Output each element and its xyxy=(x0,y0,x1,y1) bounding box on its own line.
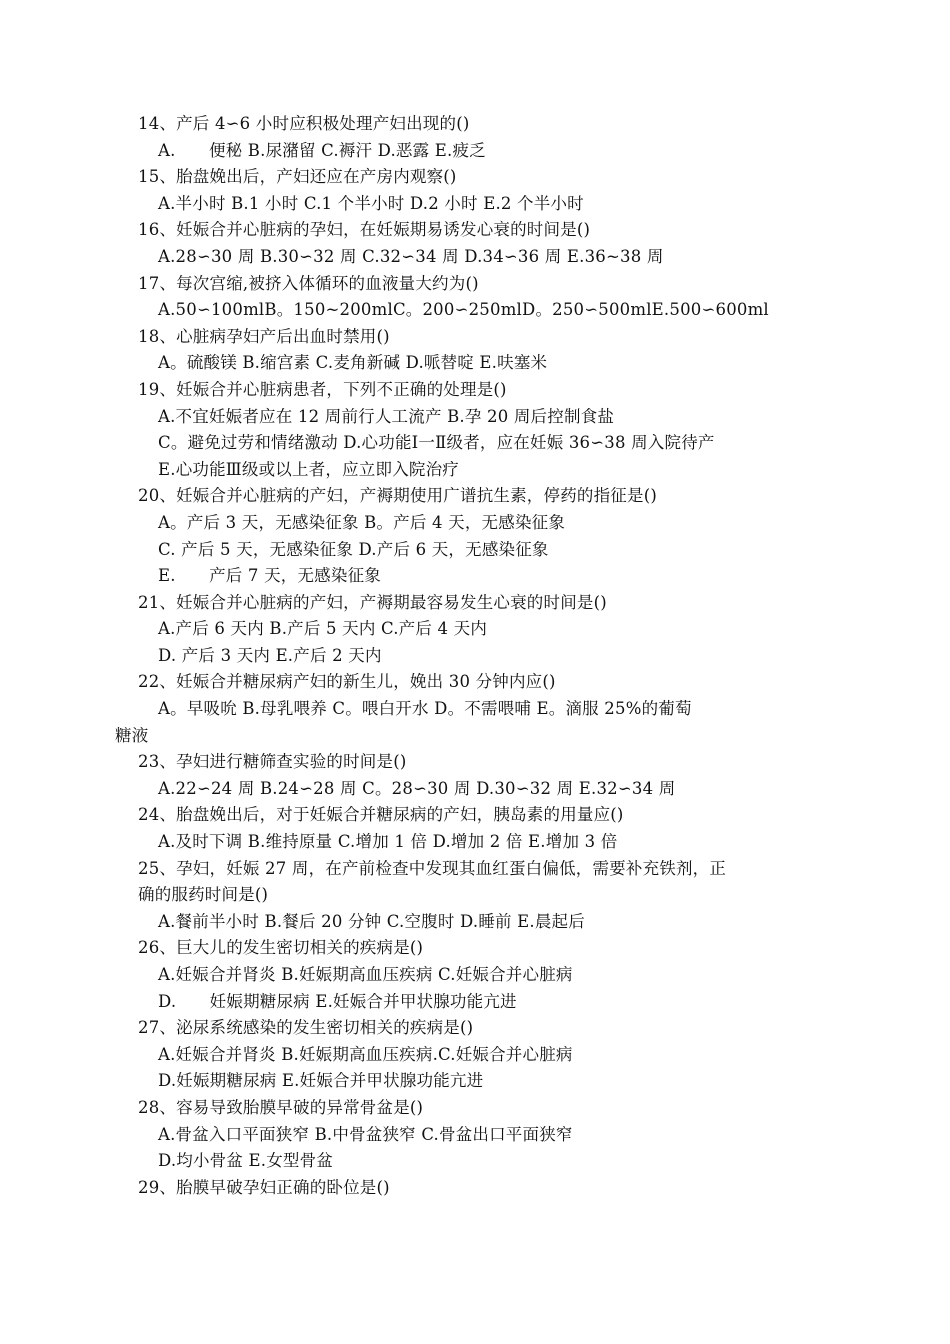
question-line: 18、心脏病孕妇产后出血时禁用() xyxy=(138,326,390,346)
options-line: D. 妊娠期糖尿病 E.妊娠合并甲状腺功能亢进 xyxy=(158,991,517,1011)
question-line: 16、妊娠合并心脏病的孕妇，在妊娠期易诱发心衰的时间是() xyxy=(138,220,591,240)
question-line: 22、妊娠合并糖尿病产妇的新生儿，娩出 30 分钟内应() xyxy=(138,672,556,692)
question-line: 25、孕妇，妊娠 27 周，在产前检查中发现其血红蛋白偏低，需要补充铁剂，正 xyxy=(138,858,727,878)
options-line: A。早吸吮 B.母乳喂养 C。喂白开水 D。不需喂哺 E。滴服 25%的葡萄 xyxy=(158,699,692,719)
question-line: 20、妊娠合并心脏病的产妇，产褥期使用广谱抗生素，停药的指征是() xyxy=(138,486,657,506)
options-line: A.不宜妊娠者应在 12 周前行人工流产 B.孕 20 周后控制食盐 xyxy=(158,406,615,426)
options-line: D. 产后 3 天内 E.产后 2 天内 xyxy=(158,645,382,665)
question-line: 21、妊娠合并心脏病的产妇，产褥期最容易发生心衰的时间是() xyxy=(138,592,607,612)
question-line: 19、妊娠合并心脏病患者，下列不正确的处理是() xyxy=(138,379,507,399)
options-line: E. 产后 7 天，无感染征象 xyxy=(158,566,381,586)
question-line: 15、胎盘娩出后，产妇还应在产房内观察() xyxy=(138,167,457,187)
options-line: A.餐前半小时 B.餐后 20 分钟 C.空腹时 D.睡前 E.晨起后 xyxy=(158,911,585,931)
question-line: 确的服药时间是() xyxy=(138,885,269,905)
options-line: A.半小时 B.1 小时 C.1 个半小时 D.2 小时 E.2 个半小时 xyxy=(158,193,584,213)
options-line: D.均小骨盆 E.女型骨盆 xyxy=(158,1151,334,1171)
options-line: A。硫酸镁 B.缩宫素 C.麦角新碱 D.哌替啶 E.呋塞米 xyxy=(158,353,548,373)
question-line: 27、泌尿系统感染的发生密切相关的疾病是() xyxy=(138,1018,474,1038)
options-line: A. 便秘 B.尿潴留 C.褥汗 D.恶露 E.疲乏 xyxy=(158,140,486,160)
options-line: D.妊娠期糖尿病 E.妊娠合并甲状腺功能亢进 xyxy=(158,1071,484,1091)
options-line: A.妊娠合并肾炎 B.妊娠期高血压疾病 C.妊娠合并心脏病 xyxy=(158,965,573,984)
question-line: 28、容易导致胎膜早破的异常骨盆是() xyxy=(138,1097,424,1117)
question-line: 24、胎盘娩出后，对于妊娠合并糖尿病的产妇，胰岛素的用量应() xyxy=(138,805,624,825)
question-line: 23、孕妇进行糖筛查实验的时间是() xyxy=(138,752,407,772)
options-line: C. 产后 5 天，无感染征象 D.产后 6 天，无感染征象 xyxy=(158,539,549,559)
question-line: 26、巨大儿的发生密切相关的疾病是() xyxy=(138,938,424,958)
options-line: A.骨盆入口平面狭窄 B.中骨盆狭窄 C.骨盆出口平面狭窄 xyxy=(158,1124,573,1144)
options-line: A.妊娠合并肾炎 B.妊娠期高血压疾病.C.妊娠合并心脏病 xyxy=(158,1044,573,1064)
question-line: 14、产后 4∽6 小时应积极处理产妇出现的() xyxy=(138,114,470,133)
options-line: A。产后 3 天，无感染征象 B。产后 4 天，无感染征象 xyxy=(158,512,566,532)
question-line: 17、每次宫缩,被挤入体循环的血液量大约为() xyxy=(138,273,479,293)
question-line: 29、胎膜早破孕妇正确的卧位是() xyxy=(138,1177,390,1197)
options-line: A.22∽24 周 B.24∽28 周 C。28∽30 周 D.30∽32 周 E.32∽34 周 xyxy=(158,778,676,798)
options-line: E.心功能Ⅲ级或以上者，应立即入院治疗 xyxy=(158,459,460,479)
options-line: A.产后 6 天内 B.产后 5 天内 C.产后 4 天内 xyxy=(158,619,488,639)
options-line: C。避免过劳和情绪激动 D.心功能Ⅰ一Ⅱ级者，应在妊娠 36∽38 周入院待产 xyxy=(158,433,715,453)
continuation-line: 糖液 xyxy=(115,725,149,745)
document-page xyxy=(115,111,818,1201)
options-line: A.28∽30 周 B.30∽32 周 C.32∽34 周 D.34∽36 周 E.36~38 周 xyxy=(158,246,664,266)
options-line: A.及时下调 B.维持原量 C.增加 1 倍 D.增加 2 倍 E.增加 3 倍 xyxy=(158,832,618,852)
options-line: A.50∽100mlB。150~200mlC。200∽250mlD。250∽500mlE.500∽600ml xyxy=(158,300,769,320)
